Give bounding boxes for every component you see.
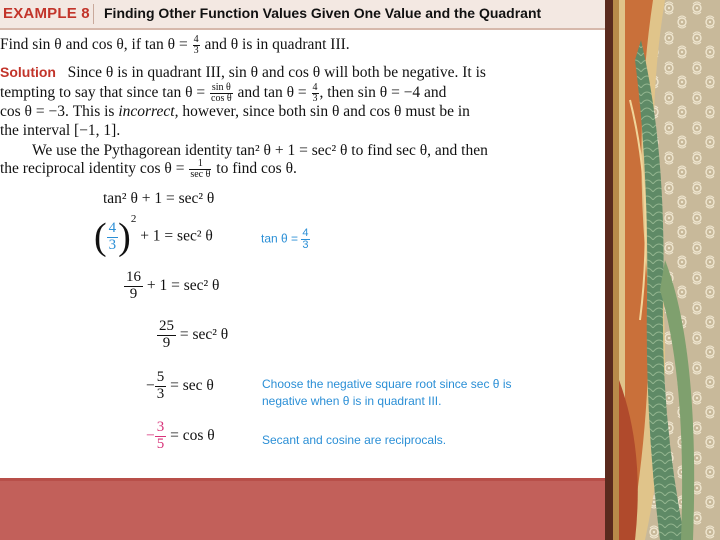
step-5-rest: = sec θ <box>170 376 214 394</box>
one-over-sec-fraction <box>189 159 211 180</box>
frac-den: 3 <box>156 385 165 402</box>
step-5-note-line-2: negative when θ is in quadrant III. <box>262 394 442 408</box>
frac-num: 3 <box>156 419 165 435</box>
step-1-equation <box>103 190 214 208</box>
four-thirds-fraction <box>312 83 319 104</box>
step-6-fraction <box>155 420 167 453</box>
frac-den: 5 <box>156 435 165 452</box>
step-6-note <box>262 432 446 449</box>
frac-den: 9 <box>129 285 138 302</box>
incorrect-emphasis: incorrect, <box>118 103 179 120</box>
step-5-note <box>262 376 511 410</box>
frac-num: 5 <box>156 369 165 385</box>
step-4-fraction <box>157 319 176 352</box>
problem-statement <box>0 35 350 56</box>
solution-line-4 <box>0 122 120 140</box>
solution-text-1: Since θ is in quadrant III, sin θ and cos θ will both be negative. It is <box>67 64 486 81</box>
solution-text-2a: tempting to say that since tan θ = <box>0 84 210 102</box>
frac-den: 3 <box>302 239 309 251</box>
step-2-note <box>261 228 310 251</box>
frac-num: 4 <box>108 219 117 236</box>
step-2-note-fraction <box>301 228 309 251</box>
solution-text-5: We use the Pythagorean identity tan² θ + 1 = sec² θ to find sec θ, and then <box>32 142 488 159</box>
frac-den: cos θ <box>211 93 232 104</box>
step-2-exponent: 2 <box>130 213 137 226</box>
decorative-side-panel <box>605 0 720 540</box>
step-6-equation <box>146 420 215 453</box>
example-label: EXAMPLE 8 <box>3 5 90 22</box>
right-paren: ) <box>118 216 131 258</box>
solution-text-3b: however, since both sin θ and cos θ must be in <box>178 103 470 120</box>
step-3-fraction <box>124 270 143 303</box>
problem-text-b: and θ is in quadrant III. <box>200 36 350 54</box>
step-5-equation <box>146 370 214 403</box>
solution-line-6 <box>0 159 297 180</box>
solution-text-4: the interval [−1, 1]. <box>0 122 121 139</box>
header-divider <box>93 4 94 24</box>
step-2-fraction <box>107 221 119 254</box>
negative-sign: − <box>146 426 155 444</box>
step-3-rest: + 1 = sec² θ <box>146 276 220 294</box>
step-4-rest: = sec² θ <box>179 325 229 343</box>
step-6-note-text: Secant and cosine are reciprocals. <box>262 433 447 447</box>
step-2-rest: + 1 = sec² θ <box>140 227 213 245</box>
frac-num: sin θ <box>211 82 231 93</box>
step-3-equation <box>124 270 219 303</box>
left-paren: ( <box>94 216 107 258</box>
step-6-rest: = cos θ <box>170 426 215 444</box>
frac-den: sec θ <box>190 169 211 180</box>
frac-den: 3 <box>108 236 117 253</box>
frac-num: 4 <box>302 227 309 239</box>
solution-text-2b: and tan θ = <box>233 84 311 102</box>
problem-fraction <box>193 35 200 56</box>
negative-sign: − <box>146 376 155 394</box>
problem-frac-num: 4 <box>193 34 199 45</box>
problem-frac-den: 3 <box>193 45 199 56</box>
solution-label: Solution <box>0 64 56 80</box>
example-title: Finding Other Function Values Given One Value and the Quadrant <box>104 5 542 21</box>
step-4-equation <box>157 319 228 352</box>
frac-num: 25 <box>159 318 174 334</box>
problem-text-a: Find sin θ and cos θ, if tan θ = <box>0 36 192 54</box>
step-5-note-line-1: Choose the negative square root since sec θ is <box>262 377 512 391</box>
step-1-text: tan² θ + 1 = sec² θ <box>103 190 215 207</box>
solution-line-5 <box>32 142 488 160</box>
step-2-note-text: tan θ = <box>261 231 302 246</box>
solution-line-1 <box>0 63 486 82</box>
sin-over-cos-fraction <box>210 83 233 104</box>
frac-den: 9 <box>162 334 171 351</box>
frac-num: 16 <box>126 269 141 285</box>
example-header <box>0 0 605 30</box>
solution-text-2d: , then sin θ = −4 and <box>319 84 447 102</box>
step-2-equation <box>94 213 213 258</box>
solution-line-2 <box>0 83 446 104</box>
solution-text-6a: the reciprocal identity cos θ = <box>0 160 189 178</box>
frac-num: 1 <box>189 159 211 170</box>
frac-num: 4 <box>312 82 318 93</box>
step-5-fraction <box>155 370 167 403</box>
solution-text-6b: to find cos θ. <box>212 160 297 178</box>
solution-line-3 <box>0 103 470 121</box>
frac-den: 3 <box>312 93 318 104</box>
solution-text-3a: cos θ = −3. This is <box>0 103 119 120</box>
